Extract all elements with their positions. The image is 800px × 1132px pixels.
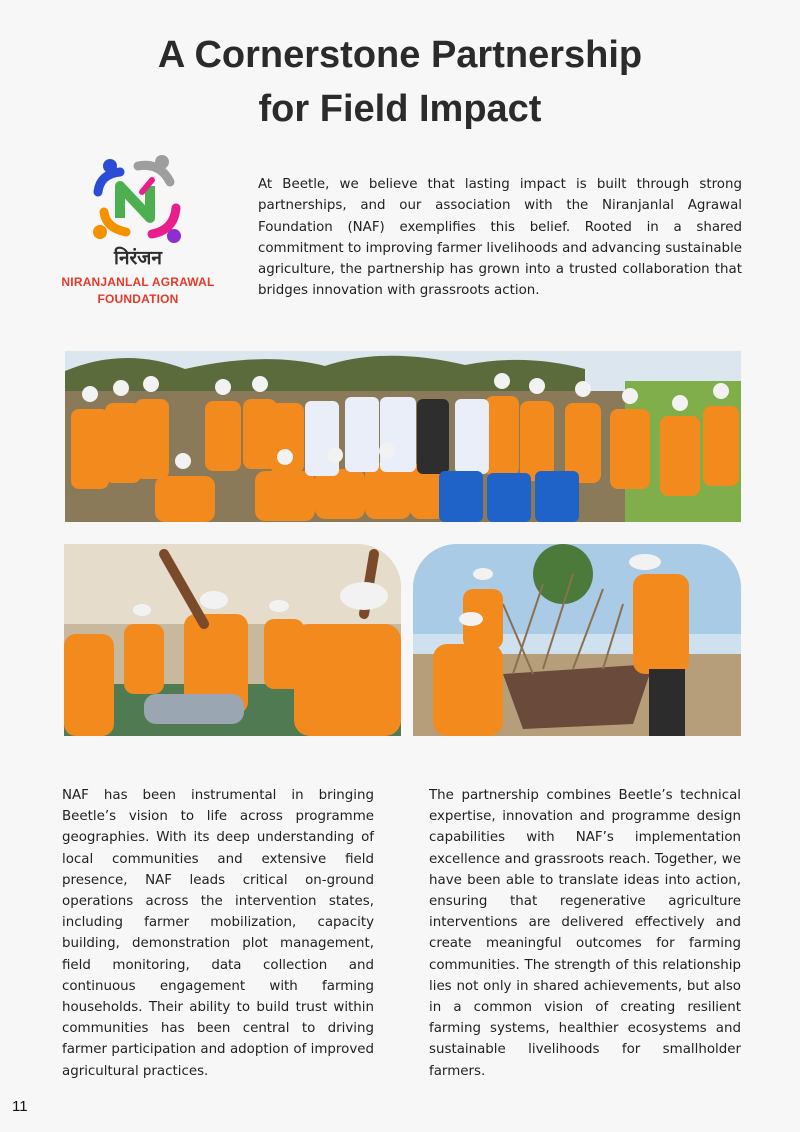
body-left-paragraph: NAF has been instrumental in bringing Beetle’s vision to life across programme geographies. With its deep understanding of local communities and extensive field presence, NAF leads critical on-ground operations across the intervention states, including farmer mobilization, capacity building, demonstration plot management, field monitoring, data collection and continuous engagement with farming households. Their ability to build trust within communities has been central to driving farmer participation and adoption of improved agricultural practices.	[62, 788, 374, 1079]
cheering-farmers-photo	[64, 544, 401, 736]
title-line-2: for Field Impact	[258, 88, 542, 130]
page-title	[0, 28, 800, 136]
group-photo	[65, 351, 741, 522]
logo-name-line-1: NIRANJANLAL AGRAWAL	[61, 275, 215, 289]
intro-paragraph: At Beetle, we believe that lasting impact is built through strong partnerships, and our association with the Niranjanlal Agrawal Foundation (NAF) exemplifies this belief. Rooted in a shared commitment to improving farmer livelihoods and advancing sustainable agriculture, the partnership has grown into a trusted collaboration that bridges innovation with grassroots action.	[258, 177, 742, 299]
body-right-paragraph: The partnership combines Beetle’s technical expertise, innovation and programme design capabilities with NAF’s implementation excellence and grassroots reach. Together, we have been able to translate ideas into action, ensuring that regenerative agriculture interventions are delivered effectively and create meaningful outcomes for farming communities. The strength of this relationship lies not only in shared achievements, but also in a common vision of creating resilient farming systems, healthier ecosystems and sustainable livelihoods for smallholder farmers.	[429, 788, 741, 1079]
logo-mark-icon	[90, 152, 186, 248]
title-line-1: A Cornerstone Partnership	[157, 34, 643, 76]
foundation-logo	[58, 152, 218, 312]
page-number: 11	[12, 1098, 28, 1115]
logo-foundation-name	[58, 274, 218, 308]
biomass-cart-photo	[413, 544, 741, 736]
logo-devanagari-text: निरंजन	[114, 247, 162, 269]
logo-name-line-2: FOUNDATION	[97, 292, 179, 306]
